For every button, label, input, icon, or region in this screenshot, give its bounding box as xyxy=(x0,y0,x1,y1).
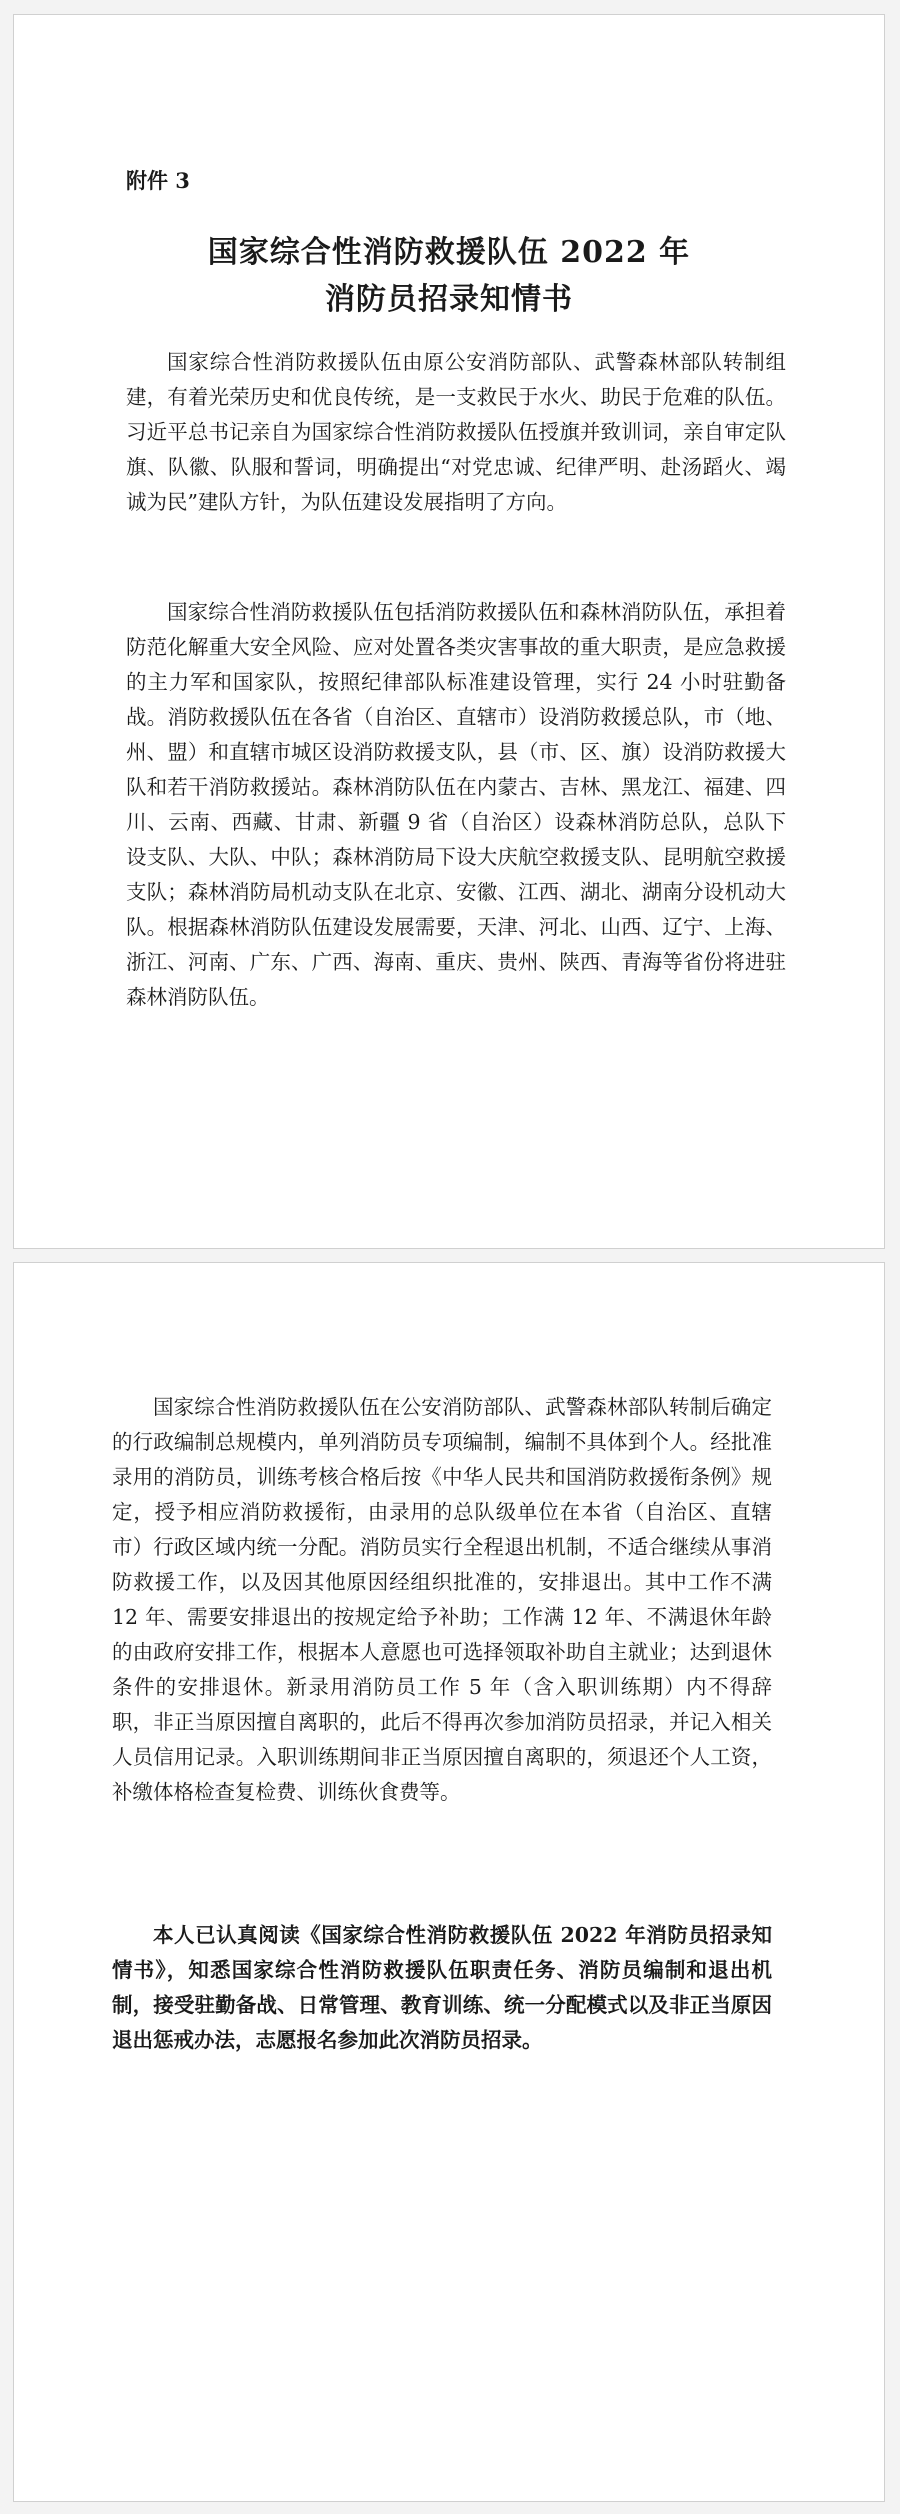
document-title-line1: 国家综合性消防救援队伍 2022 年 xyxy=(207,235,691,270)
paragraph-1: 国家综合性消防救援队伍由原公安消防部队、武警森林部队转制组建，有着光荣历史和优良传统，是一支救民于水火、助民于危难的队伍。习近平总书记亲自为国家综合性消防救援队伍授旗并致训词，亲自审定队旗、队徽、队服和誓词，明确提出“对党忠诚、纪律严明、赴汤蹈火、竭诚为民”建队方针，为队伍建设发展指明了方向。 xyxy=(126,350,786,514)
paragraph-2: 国家综合性消防救援队伍包括消防救援队伍和森林消防队伍，承担着防范化解重大安全风险、应对处置各类灾害事故的重大职责，是应急救援的主力军和国家队，按照纪律部队标准建设管理，实行 24 小时驻勤备战。消防救援队伍在各省（自治区、直辖市）设消防救援总队，市（地、州、盟）和直辖市城区设消防救援支队，县（市、区、旗）设消防救援大队和若干消防救援站。森林消防队伍在内蒙古、吉林、黑龙江、福建、四川、云南、西藏、甘肃、新疆 9 省（自治区）设森林消防总队，总队下设支队、大队、中队；森林消防局下设大庆航空救援支队、昆明航空救援支队；森林消防局机动支队在北京、安徽、江西、湖北、湖南分设机动大队。根据森林消防队伍建设发展需要，天津、河北、山西、辽宁、上海、浙江、河南、广东、广西、海南、重庆、贵州、陕西、青海等省份将进驻森林消防队伍。 xyxy=(126,600,786,1009)
attachment-label: 附件 3 xyxy=(126,168,190,193)
document-title-line2: 消防员招录知情书 xyxy=(325,282,573,317)
paragraph-3: 国家综合性消防救援队伍在公安消防部队、武警森林部队转制后确定的行政编制总规模内，单列消防员专项编制，编制不具体到个人。经批准录用的消防员，训练考核合格后按《中华人民共和国消防救援衔条例》规定，授予相应消防救援衔，由录用的总队级单位在本省（自治区、直辖市）行政区域内统一分配。消防员实行全程退出机制，不适合继续从事消防救援工作，以及因其他原因经组织批准的，安排退出。其中工作不满 12 年、需要安排退出的按规定给予补助；工作满 12 年、不满退休年龄的由政府安排工作，根据本人意愿也可选择领取补助自主就业；达到退休条件的安排退休。新录用消防员工作 5 年（含入职训练期）内不得辞职，非正当原因擅自离职的，此后不得再次参加消防员招录，并记入相关人员信用记录。入职训练期间非正当原因擅自离职的，须退还个人工资，补缴体格检查复检费、训练伙食费等。 xyxy=(112,1395,772,1804)
declaration-paragraph: 本人已认真阅读《国家综合性消防救援队伍 2022 年消防员招录知情书》，知悉国家综合性消防救援队伍职责任务、消防员编制和退出机制，接受驻勤备战、日常管理、教育训练、统一分配模式以及非正当原因退出惩戒办法，志愿报名参加此次消防员招录。 xyxy=(112,1923,772,2052)
document-page-1 xyxy=(13,14,885,1249)
